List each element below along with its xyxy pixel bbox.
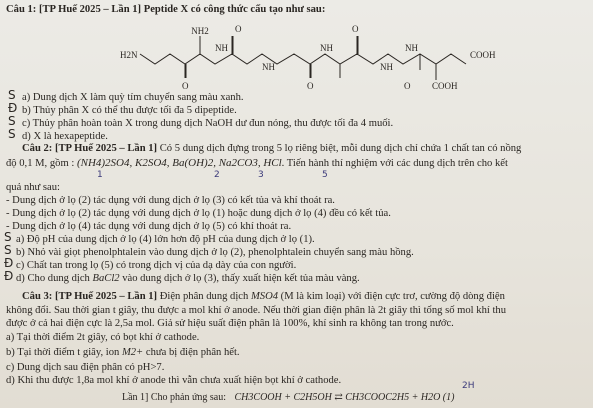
label-o-4: O	[307, 81, 314, 91]
answer-mark-1: S	[8, 88, 16, 102]
q3-option-c: c) Dung dịch sau điện phân có pH>7.	[6, 362, 165, 373]
q2-intro: Có 5 dung dịch đựng trong 5 lọ riêng biệt, mỗi dung dịch chỉ chứa 1 chất tan có nồng	[157, 143, 522, 154]
label-cooh-2: COOH	[432, 81, 458, 91]
hw-number-2: 2	[214, 170, 220, 180]
q2-intro-line	[22, 142, 521, 155]
label-nh-4: NH	[380, 62, 393, 72]
answer-mark-3: S	[8, 114, 16, 128]
answer-mark-4: S	[8, 127, 16, 141]
q2-option-d-formula: BaCl2	[92, 273, 120, 284]
label-cooh-1: COOH	[470, 50, 496, 60]
answer-mark-6: S	[4, 243, 12, 257]
label-o-1: O	[235, 24, 242, 34]
q3-option-b-pre: b) Tại thời điểm t giây, ion	[6, 347, 122, 358]
q3-option-d: d) Khi thu được 1,8a mol khí ở anode thì vẫn chưa xuất hiện bọt khí ở cathode.	[6, 375, 342, 386]
label-nh-5: NH	[405, 43, 418, 53]
peptide-structure-diagram	[0, 14, 593, 92]
q1-header: Câu 1: [TP Huế 2025 – Lần 1] Peptide X có công thức cấu tạo như sau:	[6, 4, 326, 15]
q2-conc-line	[6, 157, 508, 170]
q2-header: Câu 2: [TP Huế 2025 – Lần 1]	[22, 143, 158, 154]
q3-header: Câu 3: [TP Huế 2025 – Lần 1]	[22, 291, 158, 302]
q2-option-d	[16, 272, 360, 285]
label-o-5: O	[404, 81, 411, 91]
q2-option-a: a) Độ pH của dung dịch ở lọ (4) lớn hơn độ pH của dung dịch ở lọ (1).	[16, 234, 315, 245]
q2-option-d-pre: d) Cho dung dịch	[16, 273, 93, 284]
q3-option-a: a) Tại thời điểm 2t giây, có bọt khí ở cathode.	[6, 332, 200, 343]
answer-mark-2: Ð	[8, 101, 18, 115]
q1-option-a: a) Dung dịch X làm quỳ tím chuyển sang màu xanh.	[22, 92, 244, 103]
q2-result-label: quả như sau:	[6, 182, 60, 193]
q3-intro-pre: Điện phân dung dịch	[157, 291, 251, 302]
q3-intro-post: (M là kim loại) với điện cực trơ, cường độ dòng điện	[278, 291, 505, 302]
q3-option-b-ion: M2+	[121, 347, 144, 358]
q3-intro-line	[22, 290, 505, 303]
q4-prefix: Lần 1] Cho phản ứng sau:	[122, 392, 227, 403]
q2-formula: (NH4)2SO4, K2SO4, Ba(OH)2, Na2CO3, HCl	[76, 157, 282, 169]
q2-conc-prefix: độ 0,1 M, gồm :	[6, 158, 75, 169]
label-nh-2: NH	[262, 62, 275, 72]
q3-line-3: được ở cả hai điện cực là 2,5a mol. Giả sử hiệu suất điện phân là 100%, khí sinh ra không tan trong nước.	[6, 318, 454, 329]
label-h2n: H2N	[120, 50, 138, 60]
q2-option-b: b) Nhỏ vài giọt phenolphtalein vào dung dịch ở lọ (2), phenolphtalein chuyển sang màu hồng.	[16, 247, 414, 258]
label-o-2: O	[352, 24, 359, 34]
hw-number-3: 3	[258, 170, 264, 180]
q2-option-c: c) Chất tan trong lọ (5) có trong dịch vị của dạ dày của con người.	[16, 260, 297, 271]
label-nh-1: NH	[215, 43, 228, 53]
q1-option-b: b) Thủy phân X có thể thu được tối đa 5 dipeptide.	[22, 105, 237, 116]
label-o-3: O	[182, 81, 189, 91]
label-nh2: NH2	[191, 26, 209, 36]
q1-option-d: d) X là hexapeptide.	[22, 131, 108, 142]
hw-number-5: 5	[322, 170, 328, 180]
q3-option-b-post: chưa bị điện phân hết.	[143, 347, 240, 358]
answer-mark-7: Ð	[4, 256, 14, 270]
answer-mark-5: S	[4, 230, 12, 244]
q3-option-b	[6, 346, 240, 359]
q1-option-c: c) Thủy phân hoàn toàn X trong dung dịch NaOH dư đun nóng, thu được tối đa 4 muối.	[22, 118, 394, 129]
q2-observation-2: - Dung dịch ở lọ (2) tác dụng với dung dịch ở lọ (1) hoặc dung dịch ở lọ (4) đều có kết tủa.	[6, 208, 391, 219]
q2-observation-3: - Dung dịch ở lọ (4) tác dụng với dung dịch ở lọ (5) có khí thoát ra.	[6, 221, 292, 232]
q3-line-2: không đổi. Sau thời gian t giây, thu được a mol khí ở anode. Nếu thời gian điện phân là 2t giây thì tổng số mol khí thu	[6, 305, 507, 316]
q4-equation: CH3COOH + C2H5OH ⇄ CH3COOC2H5 + H2O (1)	[234, 392, 455, 403]
q2-conc-suffix: . Tiến hành thí nghiệm với các dung dịch trên cho kết	[281, 158, 508, 169]
q2-observation-1: - Dung dịch ở lọ (2) tác dụng với dung dịch ở lọ (3) có kết tủa và khí thoát ra.	[6, 195, 335, 206]
answer-mark-8: Ð	[4, 269, 14, 283]
hw-number-1: 1	[97, 170, 103, 180]
q4-line	[122, 391, 454, 404]
q2-option-d-post: vào dung dịch ở lọ (3), thấy xuất hiện kết tủa màu vàng.	[119, 273, 360, 284]
hw-note: 2H	[462, 381, 475, 391]
label-nh-3: NH	[320, 43, 333, 53]
q3-intro-formula: MSO4	[250, 291, 279, 302]
